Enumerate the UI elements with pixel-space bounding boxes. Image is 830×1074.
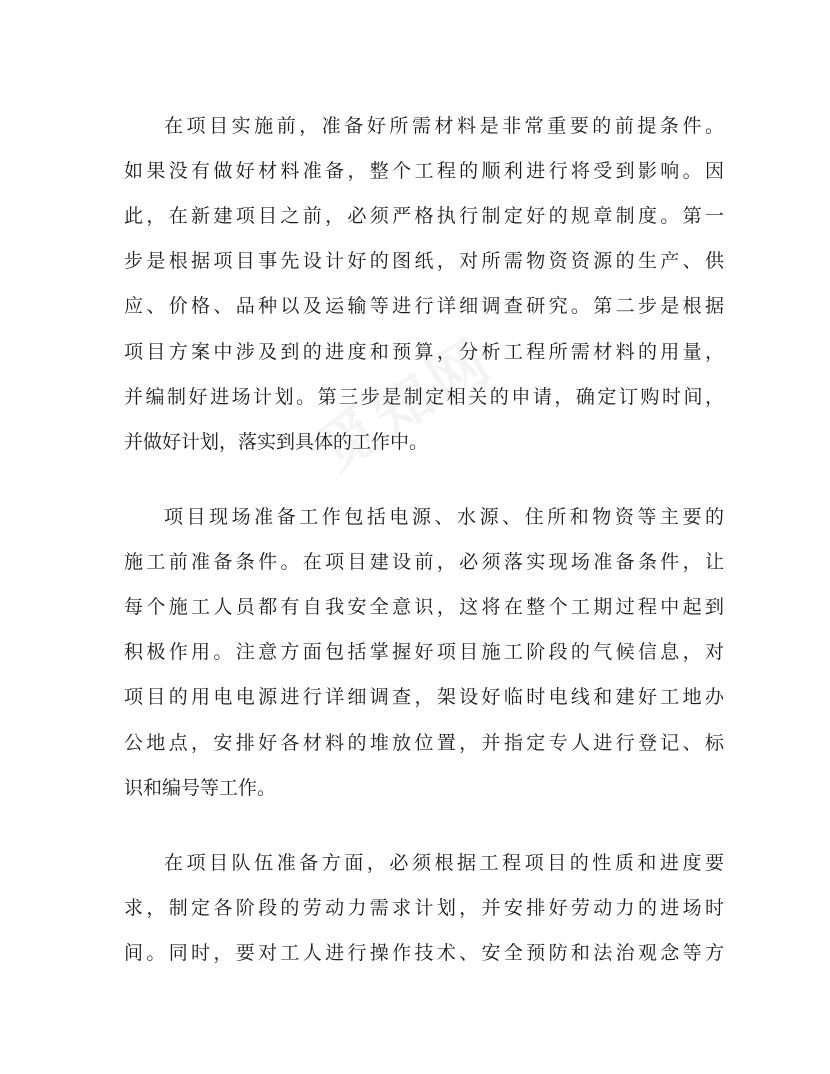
paragraph-line: 识和编号等工作。 [124,777,277,799]
paragraph-line: 每个施工人员都有自我安全意识，这将在整个工期过程中起到 [124,596,724,618]
paragraph-line: 应、价格、品种以及运输等进行详细调查研究。第二步是根据 [124,295,724,317]
paragraph-line: 间。同时，要对工人进行操作技术、安全预防和法治观念等方 [124,942,724,964]
paragraph-line: 步是根据项目事先设计好的图纸，对所需物资资源的生产、供 [124,250,724,272]
paragraph-line: 项目的用电电源进行详细调查，架设好临时电线和建好工地办 [124,686,724,708]
paragraph-line: 项目现场准备工作包括电源、水源、住所和物资等主要的 [164,506,724,528]
paragraph-line: 此，在新建项目之前，必须严格执行制定好的规章制度。第一 [124,205,724,227]
paragraph-line: 求，制定各阶段的劳动力需求计划，并安排好劳动力的进场时 [124,897,724,919]
paragraph-line: 公地点，安排好各材料的堆放位置，并指定专人进行登记、标 [124,732,724,754]
paragraph-line: 项目方案中涉及到的进度和预算，分析工程所需材料的用量， [124,341,724,363]
paragraph-line: 并编制好进场计划。第三步是制定相关的申请，确定订购时间， [124,386,724,408]
paragraph-line: 并做好计划，落实到具体的工作中。 [124,431,429,453]
paragraph-line: 如果没有做好材料准备，整个工程的顺利进行将受到影响。因 [124,160,724,182]
paragraph-line: 施工前准备条件。在项目建设前，必须落实现场准备条件，让 [124,551,724,573]
paragraph-line: 在项目实施前，准备好所需材料是非常重要的前提条件。 [164,115,724,137]
paragraph-line: 积极作用。注意方面包括掌握好项目施工阶段的气候信息，对 [124,641,724,663]
paragraph-line: 在项目队伍准备方面，必须根据工程项目的性质和进度要 [164,852,724,874]
